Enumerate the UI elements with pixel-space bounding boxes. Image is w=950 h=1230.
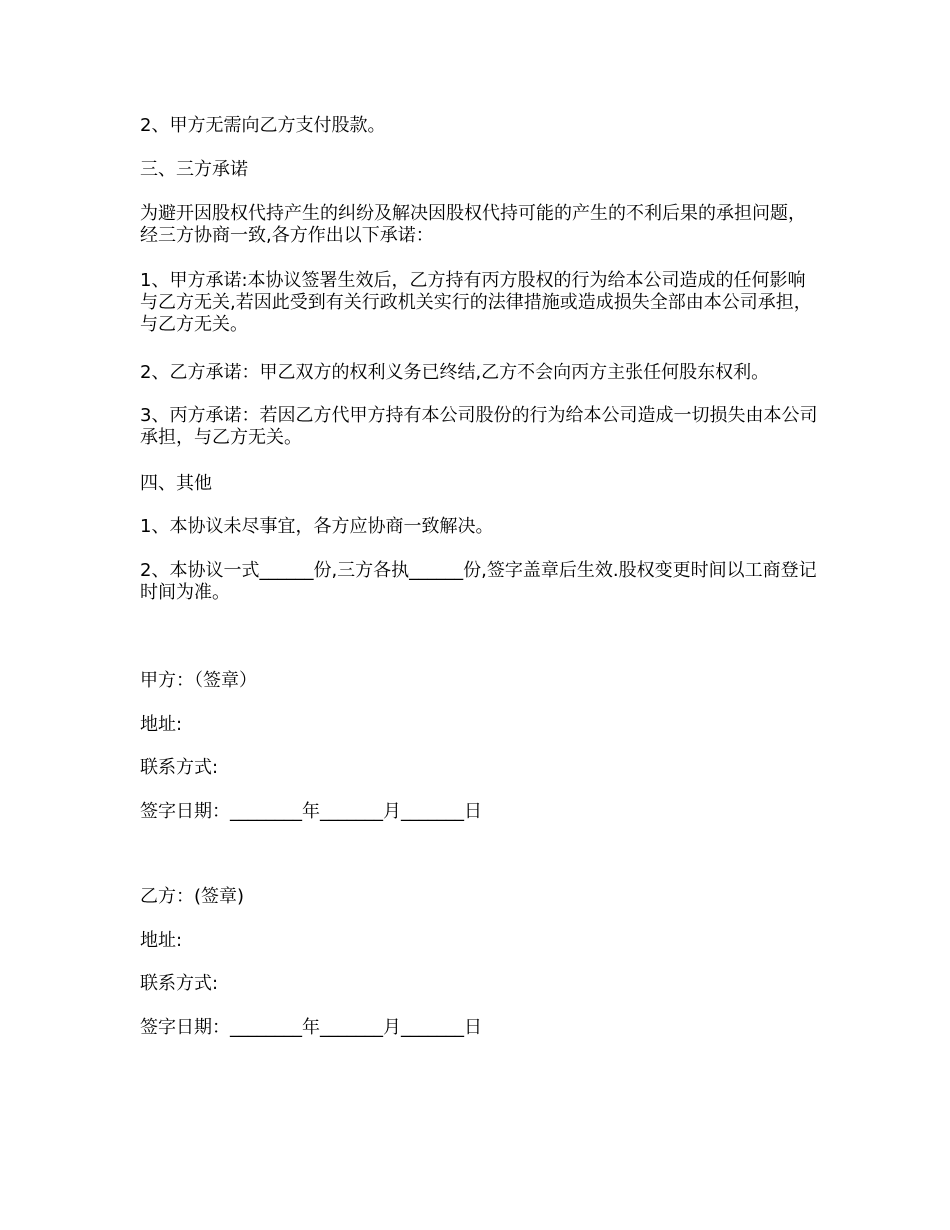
party-b-date-line: 签字日期：________年_______月_______日 [140, 1017, 482, 1038]
party-a-date-line: 签字日期：________年_______月_______日 [140, 801, 482, 822]
other-clause-1: 1、本协议未尽事宜，各方应协商一致解决。 [140, 516, 494, 537]
section-heading-other: 四、其他 [140, 473, 212, 494]
party-a-contact-line: 联系方式: [140, 757, 219, 778]
clause-a2-no-payment: 2、甲方无需向乙方支付股款。 [140, 115, 386, 136]
commitment-party-b: 2、乙方承诺：甲乙双方的权利义务已终结,乙方不会向丙方主张任何股东权利。 [140, 362, 770, 383]
party-b-address-line: 地址: [140, 930, 183, 951]
commitment-party-c: 3、丙方承诺：若因乙方代甲方持有本公司股份的行为给本公司造成一切损失由本公司承担，与乙方无关。 [140, 405, 818, 448]
party-a-signature-line: 甲方：（签章） [140, 670, 257, 691]
section-heading-commitments: 三、三方承诺 [140, 159, 248, 180]
other-clause-2: 2、本协议一式______份,三方各执______份,签字盖章后生效.股权变更时间以工商登记时间为准。 [140, 560, 817, 603]
party-b-signature-line: 乙方：(签章) [140, 886, 245, 907]
party-b-contact-line: 联系方式: [140, 973, 219, 994]
commitments-intro: 为避开因股权代持产生的纠纷及解决因股权代持可能的产生的不利后果的承担问题，经三方协商一致,各方作出以下承诺： [140, 203, 806, 246]
commitment-party-a: 1、甲方承诺:本协议签署生效后，乙方持有丙方股权的行为给本公司造成的任何影响与乙方无关,若因此受到有关行政机关实行的法律措施或造成损失全部由本公司承担，与乙方无关。 [140, 270, 812, 335]
party-a-address-line: 地址: [140, 714, 183, 735]
